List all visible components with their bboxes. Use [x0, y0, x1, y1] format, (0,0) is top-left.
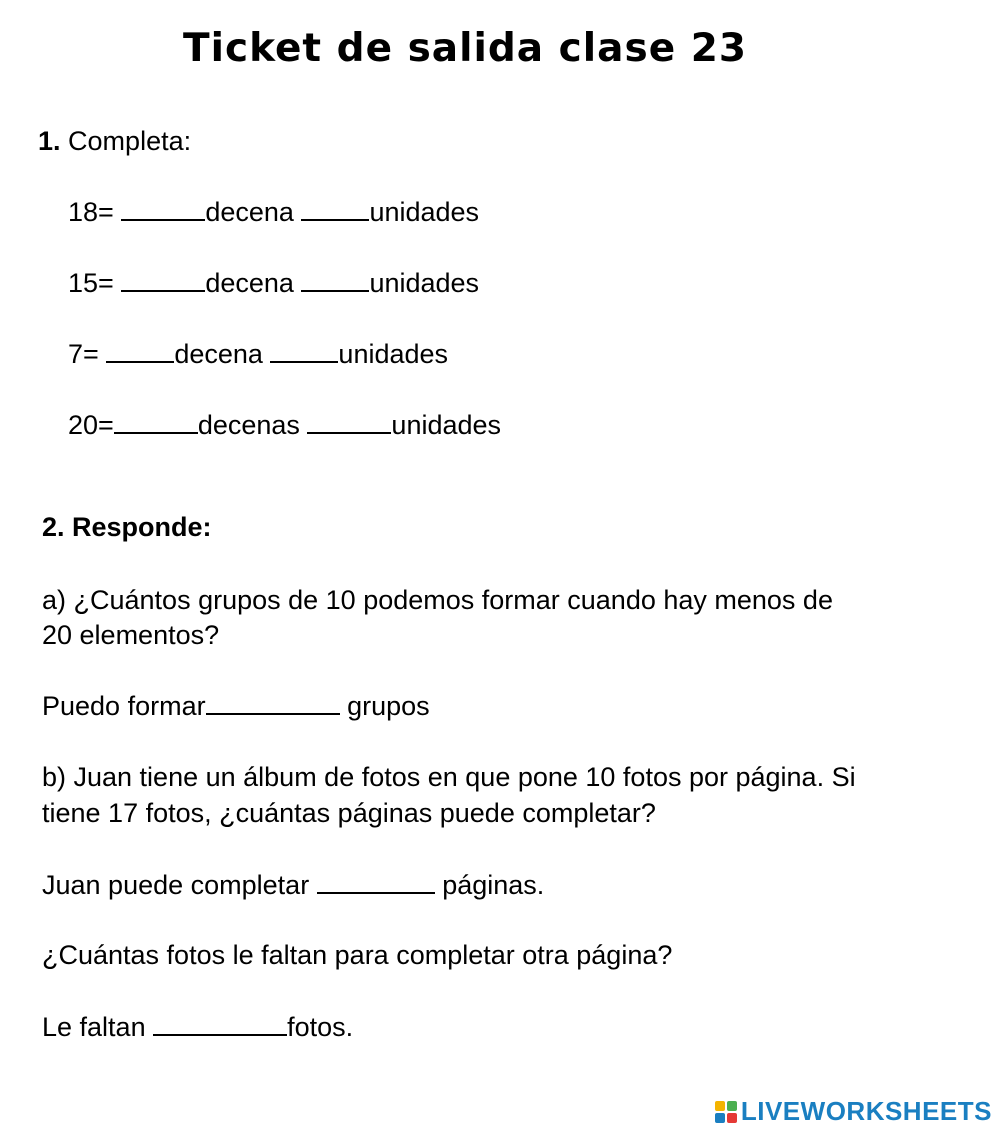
answer-blank[interactable]: [317, 870, 435, 894]
answer-b: [42, 868, 544, 902]
exercise-number: 20=: [68, 410, 114, 440]
exercise-row: [68, 195, 479, 229]
liveworksheets-logo[interactable]: [715, 1096, 992, 1127]
page-title: Ticket de salida clase 23: [183, 26, 747, 71]
exercise-word: decenas: [197, 410, 300, 440]
exercise-word: unidades: [369, 197, 480, 227]
answer-c-prefix: Le faltan: [42, 1012, 146, 1042]
exercise-number: 15=: [68, 268, 114, 298]
exercise-row: [68, 337, 448, 371]
exercise-number: 18=: [68, 197, 114, 227]
exercise-word: decena: [205, 268, 294, 298]
answer-c-suffix: fotos.: [287, 1012, 354, 1042]
answer-blank[interactable]: [121, 268, 205, 292]
exercise-word: decena: [174, 339, 263, 369]
question-b-line-1: b) Juan tiene un álbum de fotos en que pone 10 fotos por página. Si: [42, 762, 856, 792]
answer-c: [42, 1010, 353, 1044]
exercise-word: unidades: [369, 268, 480, 298]
answer-blank[interactable]: [114, 410, 198, 434]
exercise-row: [68, 408, 501, 442]
answer-blank[interactable]: [270, 339, 338, 363]
section-1-heading: [38, 124, 191, 158]
answer-a: [42, 689, 430, 723]
answer-blank[interactable]: [121, 197, 205, 221]
exercise-word: unidades: [391, 410, 502, 440]
exercise-row: [68, 266, 479, 300]
answer-blank[interactable]: [307, 410, 391, 434]
question-c: ¿Cuántas fotos le faltan para completar otra página?: [42, 940, 673, 970]
answer-a-prefix: Puedo formar: [42, 691, 206, 721]
logo-icon: [715, 1101, 737, 1123]
answer-blank[interactable]: [301, 268, 369, 292]
logo-text: LIVEWORKSHEETS: [740, 1096, 992, 1126]
answer-blank[interactable]: [106, 339, 174, 363]
question-a-line-1: a) ¿Cuántos grupos de 10 podemos formar cuando hay menos de: [42, 585, 833, 615]
section-1-title: Completa:: [68, 126, 192, 156]
section-2-heading: 2. Responde:: [42, 512, 212, 542]
answer-blank[interactable]: [301, 197, 369, 221]
question-b-line-2: tiene 17 fotos, ¿cuántas páginas puede completar?: [42, 798, 656, 828]
answer-b-suffix: páginas.: [442, 870, 545, 900]
question-a-line-2: 20 elementos?: [42, 620, 220, 650]
exercise-number: 7=: [68, 339, 99, 369]
answer-b-prefix: Juan puede completar: [42, 870, 310, 900]
answer-blank[interactable]: [206, 691, 340, 715]
section-1-number: 1.: [38, 126, 61, 156]
exercise-word: unidades: [338, 339, 449, 369]
exercise-word: decena: [205, 197, 294, 227]
answer-a-suffix: grupos: [347, 691, 430, 721]
answer-blank[interactable]: [153, 1012, 287, 1036]
